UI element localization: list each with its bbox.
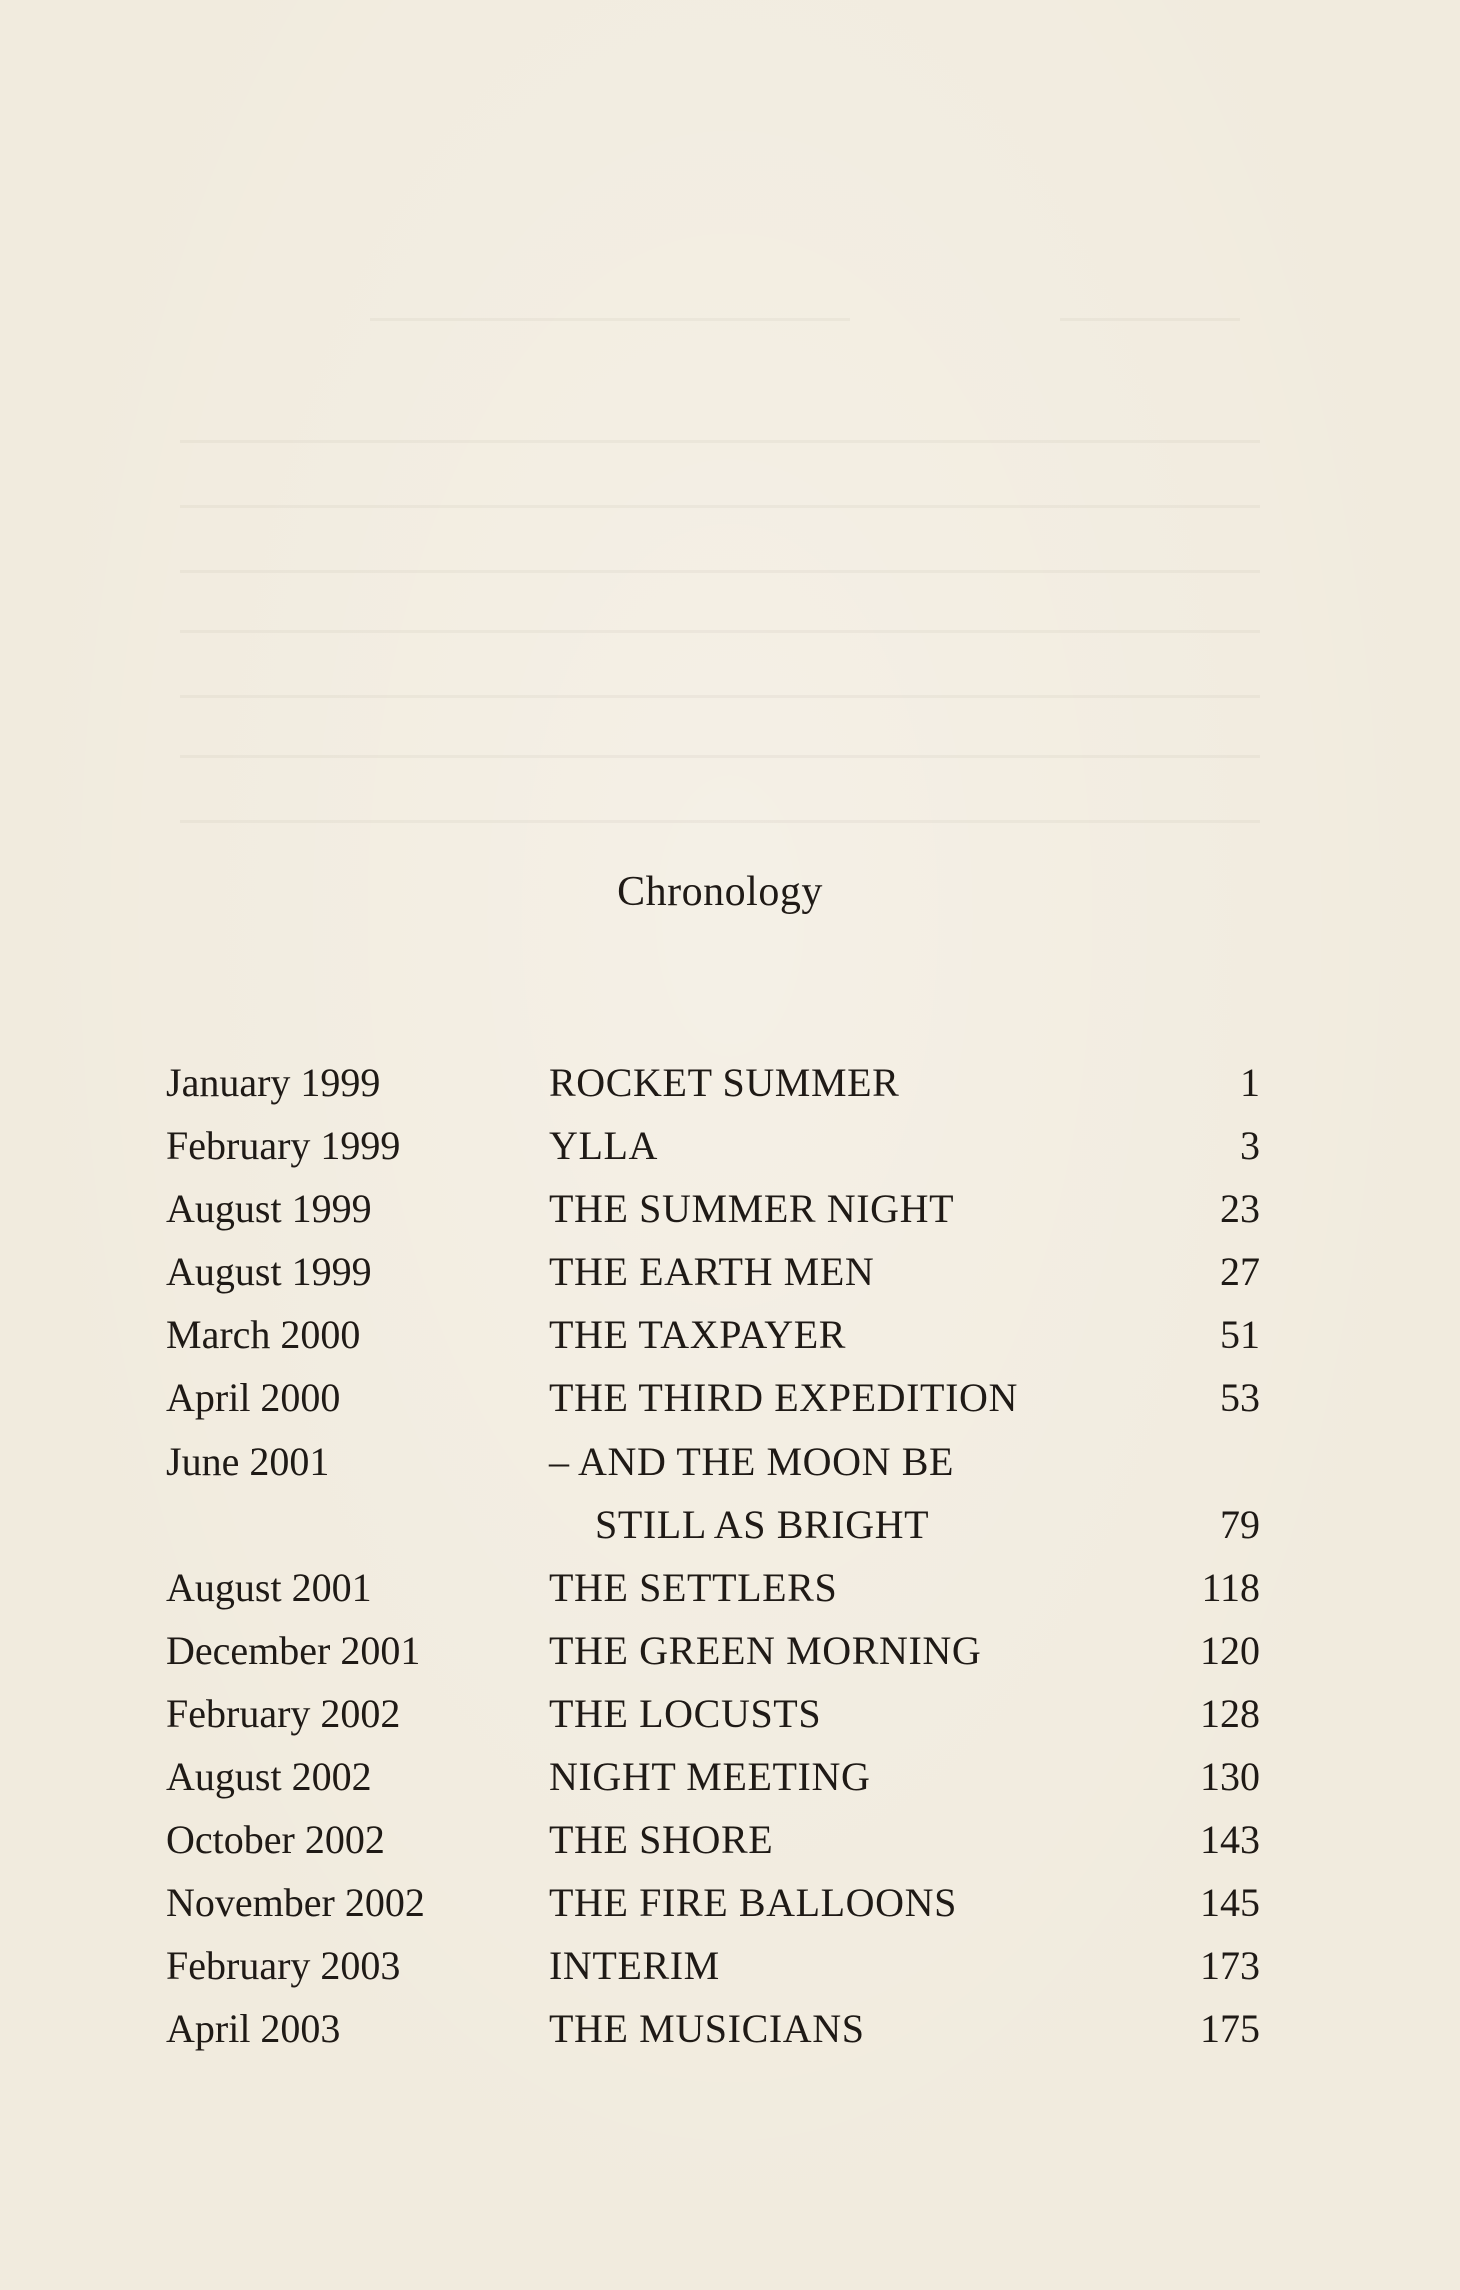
- entry-title: THE SHORE: [549, 1817, 774, 1863]
- show-through-line: [180, 820, 1260, 823]
- entry-page-number: 1: [1240, 1060, 1260, 1105]
- entry-title: ROCKET SUMMER: [549, 1060, 900, 1105]
- entry-page-number: 79: [1220, 1501, 1260, 1547]
- entry-date: August 1999: [166, 1249, 372, 1295]
- list-item: [166, 1366, 1260, 1429]
- show-through-line: [370, 318, 850, 321]
- list-item: [166, 1114, 1260, 1177]
- show-through-line: [180, 505, 1260, 508]
- entry-title: NIGHT MEETING: [549, 1754, 871, 1800]
- entry-date: April 2000: [166, 1375, 341, 1421]
- entry-page-number: 118: [1201, 1564, 1260, 1610]
- entry-page-number: 128: [1200, 1690, 1260, 1736]
- entry-page-number: 130: [1200, 1754, 1260, 1800]
- entry-date: February 2002: [166, 1690, 401, 1736]
- show-through-line: [180, 570, 1260, 573]
- entry-title: INTERIM: [549, 1943, 720, 1989]
- entry-page-number: 27: [1220, 1249, 1260, 1295]
- list-item: [166, 1934, 1260, 1997]
- entry-title: THE TAXPAYER: [549, 1312, 847, 1358]
- entry-date: August 2002: [166, 1754, 372, 1800]
- page-title: Chronology: [617, 869, 823, 915]
- entry-title: THE FIRE BALLOONS: [549, 1880, 957, 1926]
- list-item: [166, 1051, 1260, 1114]
- list-item: [166, 1430, 1260, 1556]
- list-item: [166, 1745, 1260, 1808]
- entry-date: August 1999: [166, 1186, 372, 1232]
- show-through-line: [180, 630, 1260, 633]
- entry-date: June 2001: [166, 1438, 330, 1484]
- entry-page-number: 120: [1200, 1627, 1260, 1673]
- entry-page-number: 175: [1200, 2006, 1260, 2052]
- show-through-line: [180, 440, 1260, 443]
- entry-date: August 2001: [166, 1564, 372, 1610]
- list-item: [166, 1303, 1260, 1366]
- entry-date: October 2002: [166, 1817, 385, 1863]
- list-item: [166, 1808, 1260, 1871]
- entry-date: April 2003: [166, 2006, 341, 2052]
- entry-date: March 2000: [166, 1312, 361, 1358]
- entry-title-line: – AND THE MOON BE: [549, 1438, 955, 1484]
- list-item: [166, 1177, 1260, 1240]
- entry-date: December 2001: [166, 1627, 421, 1673]
- entry-page-number: 51: [1220, 1312, 1260, 1358]
- show-through-line: [1060, 318, 1240, 321]
- entry-title: THE EARTH MEN: [549, 1249, 875, 1295]
- list-item: [166, 1997, 1260, 2060]
- entry-page-number: 53: [1220, 1375, 1260, 1421]
- entry-page-number: 3: [1240, 1123, 1260, 1169]
- list-item: [166, 1871, 1260, 1934]
- list-item: [166, 1556, 1260, 1619]
- entry-title: THE SETTLERS: [549, 1564, 838, 1610]
- entry-title: THE THIRD EXPEDITION: [549, 1375, 1018, 1421]
- list-item: [166, 1619, 1260, 1682]
- entry-page-number: 145: [1200, 1880, 1260, 1926]
- show-through-line: [180, 695, 1260, 698]
- entry-date: February 2003: [166, 1943, 401, 1989]
- list-item: [166, 1240, 1260, 1303]
- entry-page-number: 143: [1200, 1817, 1260, 1863]
- chronology-list: [166, 1051, 1260, 2061]
- entry-title: THE MUSICIANS: [549, 2006, 865, 2052]
- entry-page-number: 23: [1220, 1186, 1260, 1232]
- entry-title: [549, 1430, 1109, 1556]
- entry-page-number: 173: [1200, 1943, 1260, 1989]
- entry-title: YLLA: [549, 1123, 659, 1169]
- entry-title: THE LOCUSTS: [549, 1690, 822, 1736]
- entry-date: January 1999: [166, 1060, 381, 1105]
- entry-title: THE GREEN MORNING: [549, 1627, 982, 1673]
- show-through-line: [180, 755, 1260, 758]
- entry-title-continuation: STILL AS BRIGHT: [595, 1501, 930, 1547]
- list-item: [166, 1682, 1260, 1745]
- entry-date: November 2002: [166, 1880, 425, 1926]
- entry-title: THE SUMMER NIGHT: [549, 1186, 955, 1232]
- entry-date: February 1999: [166, 1123, 401, 1169]
